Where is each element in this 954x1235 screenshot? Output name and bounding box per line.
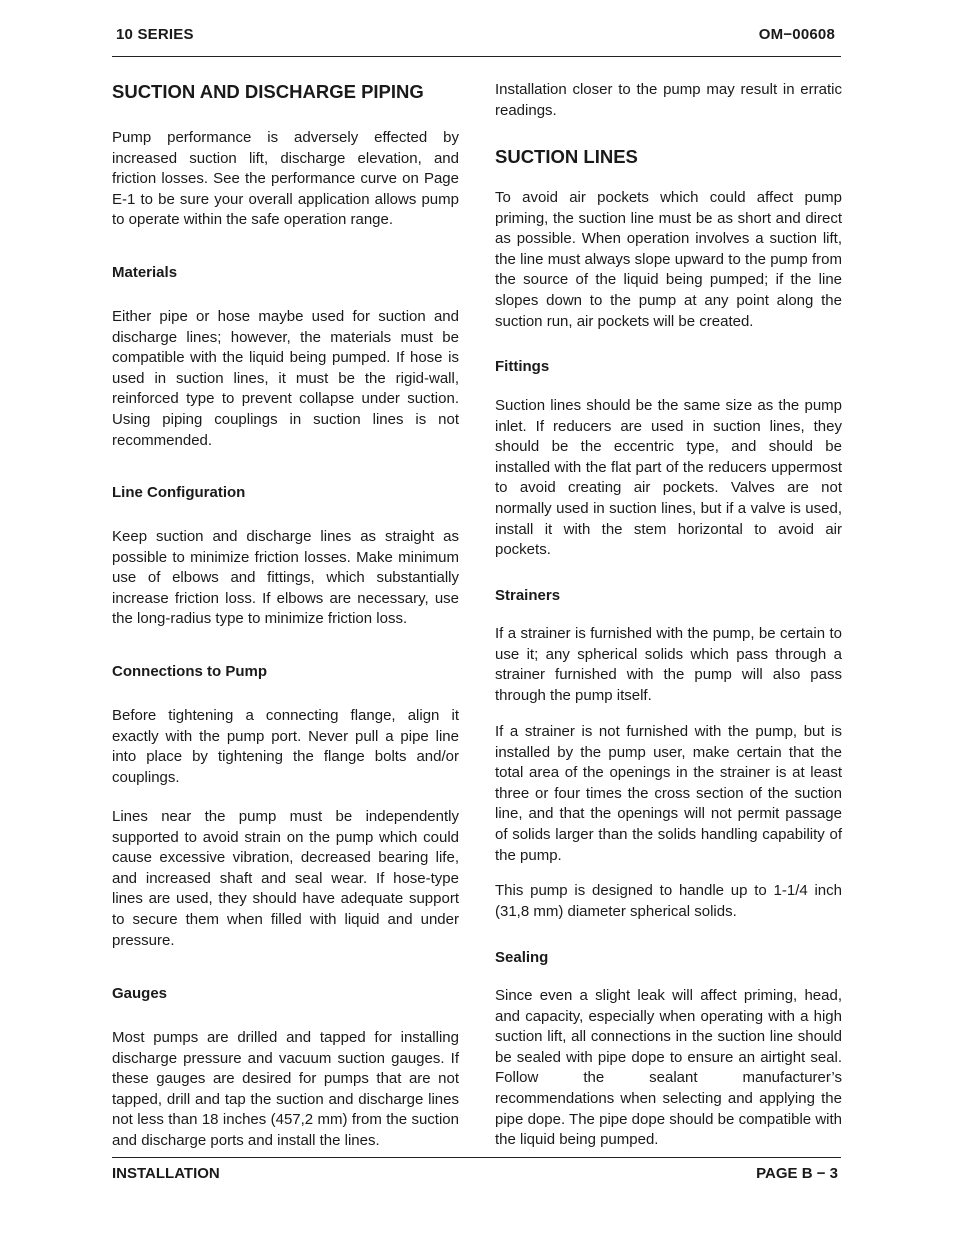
gauges-continued-paragraph: Installation closer to the pump may result in erratic readings. [495, 81, 842, 119]
strainers-paragraph-2: If a strainer is not furnished with the pump, but is installed by the pump user, make certain that the total area of the openings in the strainer is at least three or four times the cross section of the suction line, and that the openings will not permit passage of solids larger than the solids handling capability of the pump. [495, 723, 842, 864]
heading-line-configuration: Line Configuration [112, 484, 246, 501]
heading-sealing: Sealing [495, 949, 549, 966]
fittings-paragraph: Suction lines should be the same size as the pump inlet. If reducers are used in suction lines, they should be the eccentric type, and should be installed with the flat part of the reducers uppermost to avoid creating air pockets. Valves are not normally used in suction lines, but if a valve is used, install it with the stem horizontal to avoid air pockets. [495, 397, 842, 559]
header-series: 10 SERIES [116, 26, 194, 43]
line-configuration-paragraph: Keep suction and discharge lines as straight as possible to minimize friction losses. Make minimum use of elbows and fittings, which substantially increase friction loss. If elbows are necessary, use the long-radius type to minimize friction loss. [112, 528, 459, 628]
header-document-number: OM−00608 [758, 26, 835, 43]
heading-strainers: Strainers [495, 587, 561, 604]
strainers-paragraph-3: This pump is designed to handle up to 1-1/4 inch (31,8 mm) diameter spherical solids. [495, 882, 842, 920]
heading-fittings: Fittings [495, 358, 550, 375]
materials-paragraph: Either pipe or hose maybe used for suction and discharge lines; however, the materials must be compatible with the liquid being pumped. If hose is used in suction lines, it must be the rigid-wall, reinforced type to prevent collapse under suction. Using piping couplings in suction lines is not recommended. [112, 308, 459, 449]
connections-paragraph-2: Lines near the pump must be independently supported to avoid strain on the pump which could cause excessive vibration, decreased bearing life, and increased shaft and seal wear. If hose-type lines are used, they should have adequate support to secure them when filled with liquid and under pressure. [112, 808, 459, 949]
heading-materials: Materials [112, 264, 178, 281]
gauges-paragraph: Most pumps are drilled and tapped for installing discharge pressure and vacuum suction gauges. If these gauges are desired for pumps that are not tapped, drill and tap the suction and discharge lines not less than 18 inches (457,2 mm) from the suction and discharge ports and install the lines. [112, 1029, 459, 1149]
sealing-paragraph: Since even a slight leak will affect priming, head, and capacity, especially when operating with a high suction lift, all connections in the suction line should be sealed with pipe dope to ensure an airtight seal. Follow the sealant manufacturer’s recommendations when selecting and applying the pipe dope. The pipe dope should be compatible with the liquid being pumped. [495, 987, 842, 1149]
header-rule [112, 56, 841, 57]
footer-section-name: INSTALLATION [112, 1165, 220, 1182]
suction-lines-paragraph: To avoid air pockets which could affect pump priming, the suction line must be as short and direct as possible. When operation involves a suction lift, the line must always slope upward to the pump from the source of the liquid being pumped; if the line slopes down to the pump at any point along the suction run, air pockets will be created. [495, 189, 842, 330]
connections-paragraph-1: Before tightening a connecting flange, align it exactly with the pump port. Never pull a pipe line into place by tightening the flange bolts and/or couplings. [112, 707, 459, 786]
strainers-paragraph-1: If a strainer is furnished with the pump, be certain to use it; any spherical solids which pass through a strainer furnished with the pump will also pass through the pump itself. [495, 625, 842, 704]
section-title-suction-discharge-piping: SUCTION AND DISCHARGE PIPING [112, 81, 424, 102]
section-title-suction-lines: SUCTION LINES [495, 146, 638, 167]
footer-page-number: PAGE B − 3 [756, 1165, 838, 1182]
heading-connections-to-pump: Connections to Pump [112, 663, 267, 680]
footer-rule [112, 1157, 841, 1158]
intro-paragraph: Pump performance is adversely effected by increased suction lift, discharge elevation, and friction losses. See the performance curve on Page E-1 to be sure your overall application allows pump to operate within the safe operation range. [112, 129, 459, 229]
heading-gauges: Gauges [112, 985, 168, 1002]
